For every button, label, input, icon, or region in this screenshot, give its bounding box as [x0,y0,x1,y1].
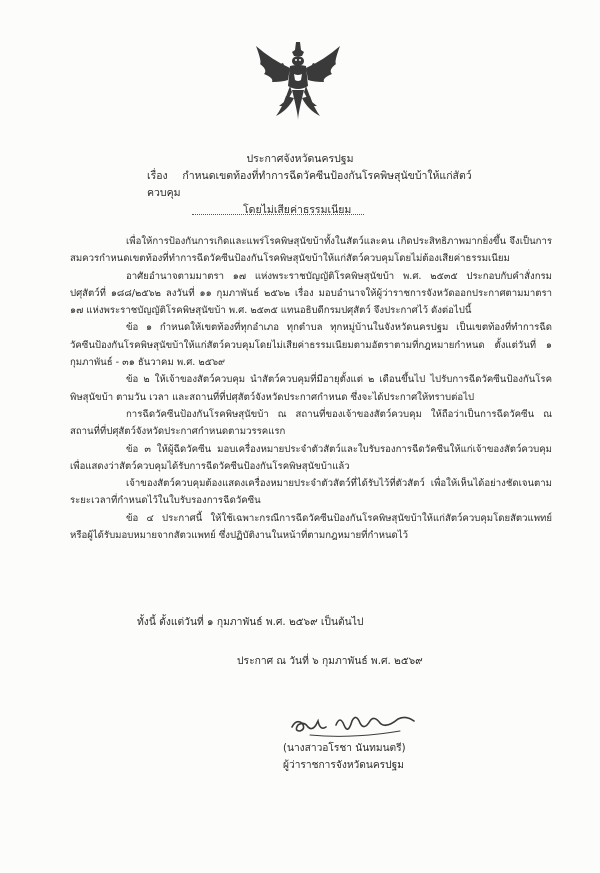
paragraph-authority: อาศัยอำนาจตามมาตรา ๑๗ แห่งพระราชบัญญัติโรคพิษสุนัขบ้า พ.ศ. ๒๕๓๕ ประกอบกับคำสั่งกรมปศุสัตว์ที่ ๑๘๘/๒๕๖๒ ลงวันที่ ๑๑ กุมภาพันธ์ ๒๕๖๒ เรื่อง มอบอำนาจให้ผู้ว่าราชการจังหวัดออกประกาศตามมาตรา ๑๗ แห่งพระราชบัญญัติโรคพิษสุนัขบ้า พ.ศ. ๒๕๓๕ แทนอธิบดีกรมปศุสัตว์ จึงประกาศไว้ ดังต่อไปนี้ [70,270,552,317]
announcement-date-line: ประกาศ ณ วันที่ ๖ กุมภาพันธ์ พ.ศ. ๒๕๖๙ [237,655,423,667]
handwritten-signature [282,695,432,745]
paragraph-clause-1: ข้อ ๑ กำหนดให้เขตท้องที่ทุกอำเภอ ทุกตำบล ทุกหมู่บ้านในจังหวัดนครปฐม เป็นเขตท้องที่ทำการฉีดวัคซีนป้องกันโรคพิษสุนัขบ้าให้แก่สัตว์ควบคุมโดยไม่เสียค่าธรรมเนียมตามอัตราตามที่กฎหมายกำหนด ตั้งแต่วันที่ ๑ กุมภาพันธ์ - ๓๑ ธันวาคม พ.ศ. ๒๕๖๙ [70,322,552,369]
paragraph-clause-4: ข้อ ๔ ประกาศนี้ ให้ใช้เฉพาะกรณีการฉีดวัคซีนป้องกันโรคพิษสุนัขบ้าให้แก่สัตว์ควบคุมโดยสัตวแพทย์หรือผู้ได้รับมอบหมายจากสัตวแพทย์ ซึ่งปฏิบัติงานในหน้าที่ตามกฎหมายที่กำหนดไว้ [70,512,552,542]
document-body [70,233,552,544]
garuda-emblem-icon [252,40,344,122]
subject-label: เรื่อง [147,170,168,182]
signer-title: ผู้ว่าราชการจังหวัดนครปฐม [283,760,404,771]
effective-date-line: ทั้งนี้ ตั้งแต่วันที่ ๑ กุมภาพันธ์ พ.ศ. ๒๕๖๙ เป็นต้นไป [137,616,364,628]
signer-name: (นางสาวอโรชา นันทมนตรี) [283,743,406,754]
document-subject [147,168,487,219]
subject-line-1: กำหนดเขตท้องที่ทำการฉีดวัคซีนป้องกันโรคพิษสุนัขบ้าให้แก่สัตว์ควบคุม [147,170,472,199]
document-heading: ประกาศจังหวัดนครปฐม [246,153,354,165]
paragraph-clause-2-cont: การฉีดวัคซีนป้องกันโรคพิษสุนัขบ้า ณ สถานที่ของเจ้าของสัตว์ควบคุม ให้ถือว่าเป็นการฉีดวัคซีน ณ สถานที่ที่ปศุสัตว์จังหวัดประกาศกำหนดตามวรรคแรก [70,408,552,438]
dotted-divider [192,214,364,215]
subject-line-2: โดยไม่เสียค่าธรรมเนียม [243,204,352,216]
paragraph-clause-3: ข้อ ๓ ให้ผู้ฉีดวัคซีน มอบเครื่องหมายประจำตัวสัตว์และใบรับรองการฉีดวัคซีนให้แก่เจ้าของสัตว์ควบคุม เพื่อแสดงว่าสัตว์ควบคุมได้รับการฉีดวัคซีนป้องกันโรคพิษสุนัขบ้าแล้ว [70,443,552,472]
paragraph-clause-3-cont: เจ้าของสัตว์ควบคุมต้องแสดงเครื่องหมายประจำตัวสัตว์ที่ได้รับไว้ที่ตัวสัตว์ เพื่อให้เห็นได้อย่างชัดเจนตามระยะเวลาที่กำหนดไว้ในใบรับรองการฉีดวัคซีน [70,478,552,507]
paragraph-preamble: เพื่อให้การป้องกันการเกิดและแพร่โรคพิษสุนัขบ้าทั้งในสัตว์และคน เกิดประสิทธิภาพมากยิ่งขึ้น จึงเป็นการสมควรกำหนดเขตท้องที่ทำการฉีดวัคซีนป้องกันโรคพิษสุนัขบ้าให้แก่สัตว์ควบคุมโดยไม่ต้องเสียค่าธรรมเนียม [70,236,552,265]
paragraph-clause-2: ข้อ ๒ ให้เจ้าของสัตว์ควบคุม นำสัตว์ควบคุมที่มีอายุตั้งแต่ ๒ เดือนขึ้นไป ไปรับการฉีดวัคซีนป้องกันโรคพิษสุนัขบ้า ตามวัน เวลา และสถานที่ที่ปศุสัตว์จังหวัดประกาศกำหนด ซึ่งจะได้ประกาศให้ทราบต่อไป [70,374,552,403]
